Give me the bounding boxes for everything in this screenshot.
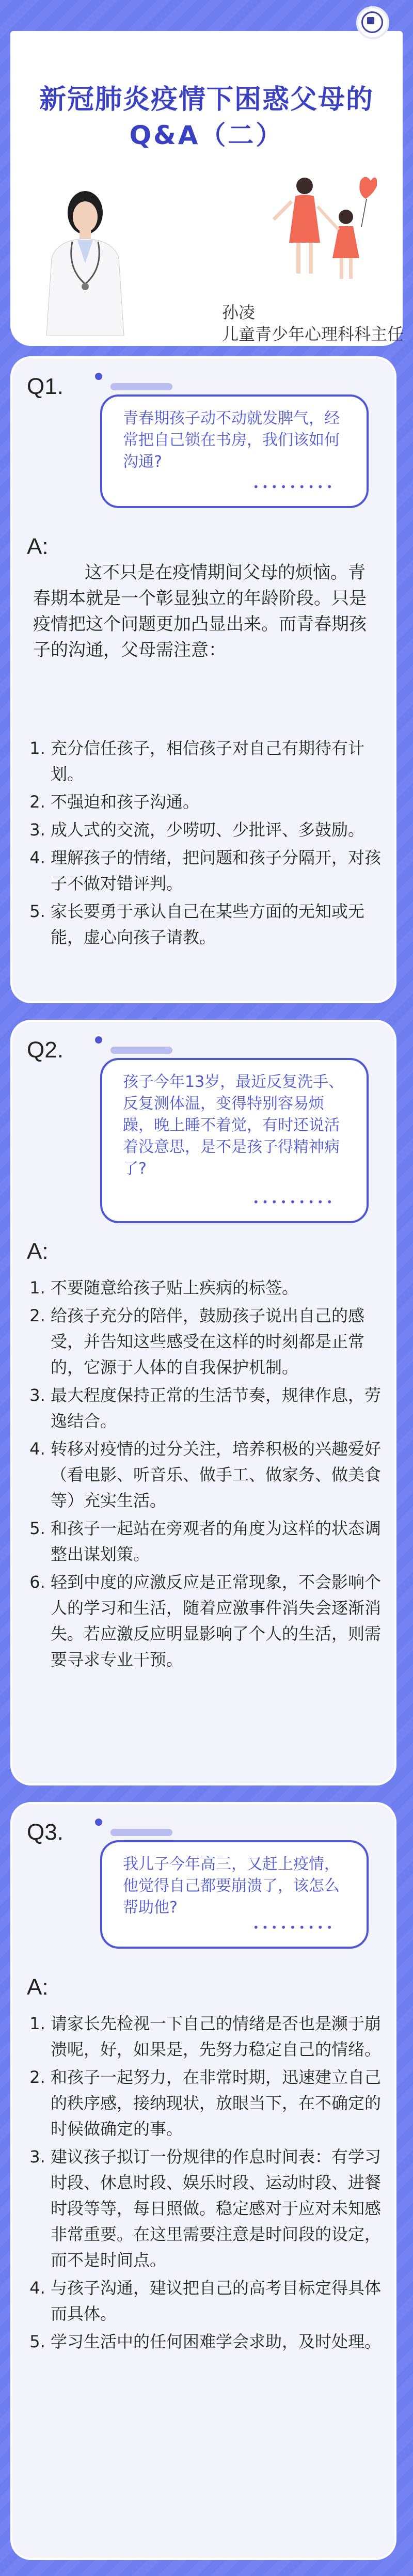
author-role: 儿童青少年心理科科主任 bbox=[222, 324, 404, 344]
question-text: 青春期孩子动不动就发脾气，经常把自己锁在书房，我们该如何沟通? bbox=[123, 409, 340, 471]
question-bubble bbox=[100, 394, 369, 508]
answer-label: A: bbox=[27, 534, 49, 559]
list-item: 6. 轻到中度的应激反应是正常现象，不会影响个人的学习和生活，随着应激事件消失会逐渐消失。若应激反应明显影响了个人的生活，则需要寻求专业干预。 bbox=[51, 1569, 381, 1672]
question-label: Q3. bbox=[27, 1820, 63, 1845]
list-item: 1. 请家长先检视一下自己的情绪是否也是濒于崩溃呢，好，如果是，先努力稳定自己的情绪。 bbox=[51, 2011, 381, 2062]
answer-list bbox=[28, 2011, 381, 2357]
list-item: 1. 充分信任孩子，相信孩子对自己有期待有计划。 bbox=[51, 735, 381, 787]
question-bubble bbox=[100, 1058, 369, 1223]
ellipsis-dots: ••••••••• bbox=[252, 1921, 336, 1934]
list-item: 3. 成人式的交流，少唠叨、少批评、多鼓励。 bbox=[51, 817, 381, 843]
doctor-illustration bbox=[36, 181, 134, 336]
list-item: 1. 不要随意给孩子贴上疾病的标签。 bbox=[51, 1275, 381, 1301]
page-title-line1: 新冠肺炎疫情下困惑父母的 bbox=[39, 84, 374, 115]
list-item: 2. 给孩子充分的陪伴，鼓励孩子说出自己的感受，并告知这些感受在这样的时刻都是正常的，它源于人体的自我保护机制。 bbox=[51, 1303, 381, 1380]
answer-intro: 这不只是在疫情期间父母的烦恼。青春期本就是一个彰显独立的年龄阶段。只是疫情把这个问题更加凸显出来。而青春期孩子的沟通，父母需注意： bbox=[33, 562, 367, 660]
qa-card-3 bbox=[10, 1802, 396, 2560]
answer-list bbox=[28, 735, 381, 952]
list-item: 5. 学习生活中的任何困难学会求助，及时处理。 bbox=[51, 2329, 381, 2354]
list-item: 4. 转移对疫情的过分关注，培养积极的兴趣爱好（看电影、听音乐、做手工、做家务、做美食等）充实生活。 bbox=[51, 1436, 381, 1513]
list-item: 5. 家长要勇于承认自己在某些方面的无知或无能，虚心向孩子请教。 bbox=[51, 898, 381, 950]
page-title-line2: Q&A（二） bbox=[129, 120, 284, 150]
ellipsis-dots: ••••••••• bbox=[252, 1196, 336, 1208]
qa-card-2 bbox=[10, 1020, 396, 1785]
bubble-tab bbox=[110, 1829, 172, 1836]
bubble-pin bbox=[95, 1819, 102, 1826]
bubble-pin bbox=[95, 373, 102, 380]
list-item: 3. 最大程度保持正常的生活节奏，规律作息，劳逸结合。 bbox=[51, 1382, 381, 1434]
family-illustration bbox=[243, 170, 377, 284]
list-item: 2. 和孩子一起努力，在非常时期，迅速建立自己的秩序感，接纳现状，放眼当下，在不确定的时候做确定的事。 bbox=[51, 2064, 381, 2142]
qa-card-1 bbox=[10, 356, 396, 1003]
list-item: 4. 与孩子沟通，建议把自己的高考目标定得具体而具体。 bbox=[51, 2275, 381, 2327]
list-item: 2. 不强迫和孩子沟通。 bbox=[51, 789, 381, 815]
list-item: 3. 建议孩子拟订一份规律的作息时间表：有学习时段、休息时段、娱乐时段、运动时段、进餐时段等等，每日照做。稳定感对于应对未知感非常重要。在这里需要注意是时间段的设定，而不是时间点。 bbox=[51, 2144, 381, 2273]
question-text: 孩子今年13岁，最近反复洗手、反复测体温，变得特别容易烦躁，晚上睡不着觉，有时还说活着没意思，是不是孩子得精神病了? bbox=[123, 1073, 344, 1178]
bubble-tab bbox=[110, 383, 172, 390]
answer-list bbox=[28, 1275, 381, 1674]
question-label: Q2. bbox=[27, 1037, 63, 1063]
ellipsis-dots: ••••••••• bbox=[252, 481, 336, 493]
list-item: 5. 和孩子一起站在旁观者的角度为这样的状态调整出谋划策。 bbox=[51, 1515, 381, 1567]
author-name: 孙凌 bbox=[222, 303, 256, 322]
answer-label: A: bbox=[27, 1974, 49, 2000]
question-text: 我儿子今年高三，又赶上疫情，他觉得自己都要崩溃了，该怎么帮助他? bbox=[123, 1855, 340, 1917]
list-item: 4. 理解孩子的情绪，把问题和孩子分隔开，对孩子不做对错评判。 bbox=[51, 845, 381, 896]
bubble-pin bbox=[95, 1036, 102, 1044]
question-bubble bbox=[100, 1840, 369, 1949]
hospital-logo bbox=[356, 6, 389, 39]
bubble-tab bbox=[110, 1047, 172, 1054]
answer-label: A: bbox=[27, 1239, 49, 1264]
question-label: Q1. bbox=[27, 374, 63, 399]
